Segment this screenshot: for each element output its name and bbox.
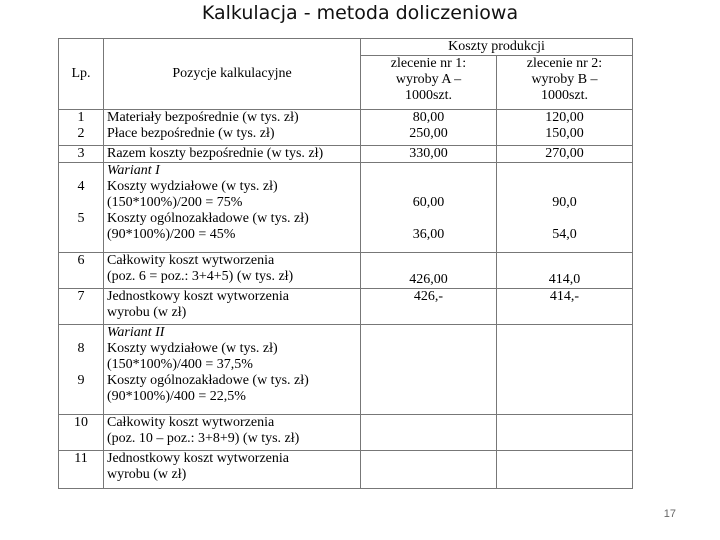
variant-1-label: Wariant I — [107, 163, 160, 178]
calculation-table — [58, 38, 633, 489]
slide-title: Kalkulacja - metoda doliczeniowa — [201, 2, 519, 24]
header-lp: Lp. — [59, 39, 104, 110]
table-row: 6 Całkowity koszt wytworzenia (poz. 6 = poz.: 3+4+5) (w tys. zł) 426,00 414,0 — [59, 253, 633, 289]
row-lp: 1 2 — [59, 110, 104, 146]
table-row: 11 Jednostkowy koszt wytworzenia wyrobu (w zł) — [59, 451, 633, 489]
header-order-2: zlecenie nr 2: wyroby B – 1000szt. — [497, 56, 633, 110]
variant-2-label: Wariant II — [107, 325, 165, 340]
table-row: 4 5 Wariant I Koszty wydziałowe (w tys. zł) (150*100%)/200 = 75% Koszty ogólnozakładowe (w tys. zł) (90*100%)/200 = 45% 60,00 36,00 90,0 54,0 — [59, 163, 633, 253]
table-row: 8 9 Wariant II Koszty wydziałowe (w tys. zł) (150*100%)/400 = 37,5% Koszty ogólnozakładowe (w tys. zł) (90*100%)/400 = 22,5% — [59, 325, 633, 415]
header-order-1: zlecenie nr 1: wyroby A – 1000szt. — [361, 56, 497, 110]
table-row — [59, 110, 633, 146]
table-row: 3 Razem koszty bezpośrednie (w tys. zł) 330,00 270,00 — [59, 146, 633, 163]
row-label: Materiały bezpośrednie (w tys. zł) Płace bezpośrednie (w tys. zł) — [104, 110, 361, 146]
header-positions: Pozycje kalkulacyjne — [104, 39, 361, 110]
header-costs: Koszty produkcji — [361, 39, 633, 56]
row-value-order-1: 80,00 250,00 — [361, 110, 497, 146]
table-row: 7 Jednostkowy koszt wytworzenia wyrobu (w zł) 426,- 414,- — [59, 289, 633, 325]
page-number: 17 — [663, 508, 676, 520]
row-value-order-2: 120,00 150,00 — [497, 110, 633, 146]
table-row: 10 Całkowity koszt wytworzenia (poz. 10 – poz.: 3+8+9) (w tys. zł) — [59, 415, 633, 451]
